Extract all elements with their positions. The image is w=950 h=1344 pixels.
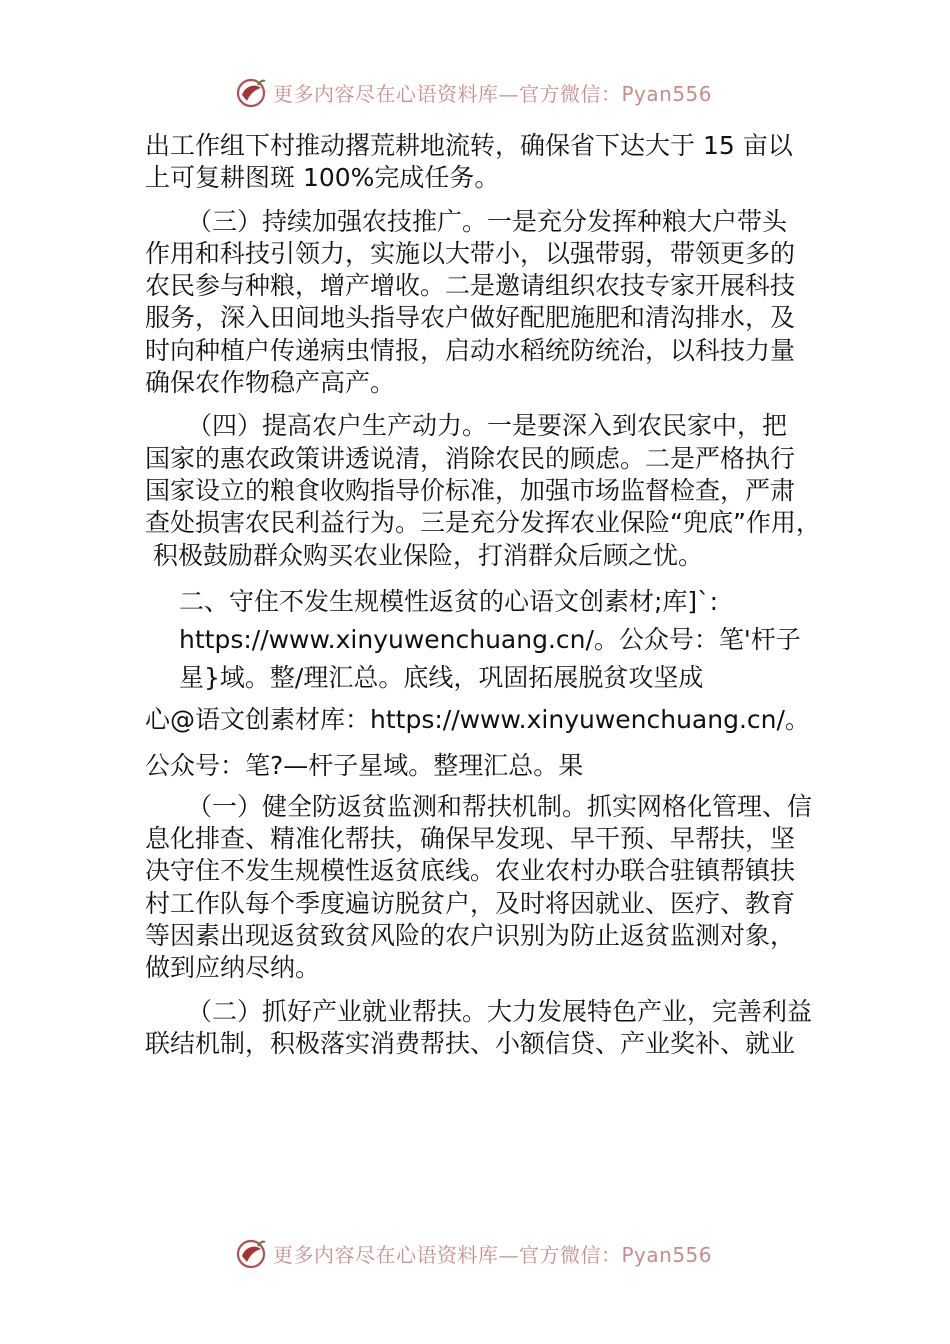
paragraph-line: 积极鼓励群众购买农业保险，打消群众后顾之忧。 [145,540,703,570]
watermark-text: 更多内容尽在心语资料库—官方微信：Pyan556 [273,81,713,106]
chilli-seal-logo-icon [233,1235,269,1271]
paragraph-line: 上可复耕图斑 100%完成任务。 [145,163,500,193]
watermark-inline-line: 心@语文创素材库：https://www.xinyuwenchuang.cn/。 [145,704,810,734]
section-lead: （四）提高农户生产动力。 [187,411,488,441]
document-body [145,130,825,1060]
paragraph-line: （三）持续加强农技推广。一是充分发挥种粮大户带头 [187,206,788,236]
watermark-inline-line: 公众号：笔?—杆子星域。整理汇总。果 [145,750,584,780]
paragraph-line: （四）提高农户生产动力。一是要深入到农民家中，把 [187,411,788,441]
paragraph-line: 服务，深入田间地头指导农户做好配肥施肥和清沟排水，及 [145,303,796,333]
paragraph-line: （二）抓好产业就业帮扶。大力发展特色产业，完善利益 [187,996,813,1026]
paragraph-line: 确保农作物稳产高产。 [145,368,396,398]
paragraph-line: 联结机制，积极落实消费帮扶、小额信贷、产业奖补、就业 [145,1028,796,1058]
paragraph-line: 国家设立的粮食收购指导价标准，加强市场监督检查，严肃 [145,475,796,505]
paragraph-line: 农民参与种粮，增产增收。二是邀请组织农技专家开展科技 [145,271,796,301]
section-heading-line: 二、守住不发生规模性返贫的心语文创素材;库]`: [179,586,719,616]
chilli-seal-logo-icon [233,74,269,110]
paragraph-line: （一）健全防返贫监测和帮扶机制。抓实网格化管理、信 [187,791,813,821]
paragraph-line: 村工作队每个季度遍访脱贫户，及时将因就业、医疗、教育 [145,888,796,918]
paragraph-line: 决守住不发生规模性返贫底线。农业农村办联合驻镇帮镇扶 [145,856,796,886]
section-heading-line: 星}域。整/理汇总。底线，巩固拓展脱贫攻坚成 [179,662,704,692]
paragraph-line: 国家的惠农政策讲透说清，消除农民的顾虑。二是严格执行 [145,443,796,473]
paragraph-line: 时向种植户传递病虫情报，启动水稻统防统治，以科技力量 [145,335,796,365]
watermark-banner-top [0,72,950,112]
paragraph-line: 做到应纳尽纳。 [145,953,321,983]
section-lead: （三）持续加强农技推广。 [187,206,488,236]
watermark-text: 更多内容尽在心语资料库—官方微信：Pyan556 [273,1242,713,1267]
section-heading-line: https://www.xinyuwenchuang.cn/。公众号：笔'杆子 [179,624,801,654]
watermark-banner-bottom [0,1233,950,1273]
section-lead: （二）抓好产业就业帮扶。 [187,996,488,1026]
paragraph-line: 出工作组下村推动撂荒耕地流转，确保省下达大于 15 亩以 [145,131,793,160]
paragraph-line: 作用和科技引领力，实施以大带小，以强带弱，带领更多的 [145,238,796,268]
section-lead: （一）健全防返贫监测和帮扶机制。 [187,791,588,821]
watermark-group [233,1233,712,1273]
watermark-group [233,72,712,112]
paragraph-line: 等因素出现返贫致贫风险的农户识别为防止返贫监测对象， [145,921,796,951]
paragraph-line: 息化排查、精准化帮扶，确保早发现、早干预、早帮扶，坚 [145,824,796,854]
paragraph-line: 查处损害农民利益行为。三是充分发挥农业保险“兜底”作用， [145,508,821,538]
